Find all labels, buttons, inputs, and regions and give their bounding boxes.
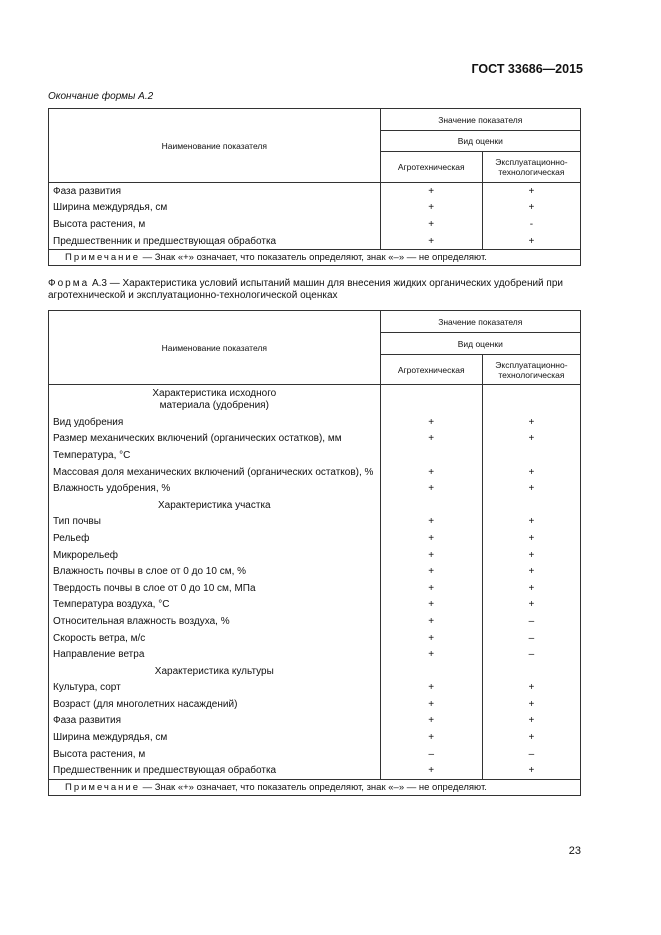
table-row	[49, 729, 581, 746]
section-title: Характеристика участка	[49, 497, 381, 514]
table-row	[49, 514, 581, 531]
table1-caption: Окончание формы А.2	[48, 91, 154, 102]
caption-text: А.3 — Характеристика условий испытаний машин для внесения жидких органических удобрений при агротехнической и эксплуатационно-технологической оценках	[48, 278, 563, 301]
row-name: Влажность удобрения, %	[49, 480, 381, 497]
table2	[48, 310, 581, 796]
col-header-group: Значение показателя	[380, 109, 580, 131]
section-title: Характеристика культуры	[49, 663, 381, 680]
table1	[48, 108, 581, 266]
row-expl: +	[482, 233, 580, 250]
document-id: ГОСТ 33686—2015	[471, 62, 583, 76]
row-expl: +	[482, 597, 580, 614]
row-expl: +	[482, 547, 580, 564]
row-expl: -	[482, 216, 580, 233]
row-name: Культура, сорт	[49, 680, 381, 697]
table-row	[49, 713, 581, 730]
row-name: Возраст (для многолетних насаждений)	[49, 696, 381, 713]
row-agro: +	[380, 762, 482, 779]
row-name: Относительная влажность воздуха, %	[49, 613, 381, 630]
table-row	[49, 613, 581, 630]
row-agro: +	[380, 630, 482, 647]
col-header-expl: Эксплуатационно-технологическая	[482, 152, 580, 183]
table-note	[49, 780, 581, 796]
table-row	[49, 597, 581, 614]
col-header-agro: Агротехническая	[380, 355, 482, 385]
table-row	[49, 563, 581, 580]
table-row	[49, 530, 581, 547]
row-name: Высота растения, м	[49, 216, 381, 233]
row-agro: +	[380, 200, 482, 217]
row-name: Ширина междурядья, см	[49, 200, 381, 217]
table-row	[49, 447, 581, 464]
row-expl: –	[482, 646, 580, 663]
table-row	[49, 480, 581, 497]
row-name: Вид удобрения	[49, 414, 381, 431]
table-row	[49, 746, 581, 763]
section-header	[49, 663, 581, 680]
table-row	[49, 547, 581, 564]
row-expl: +	[482, 680, 580, 697]
row-name: Микрорельеф	[49, 547, 381, 564]
section-header	[49, 385, 581, 415]
row-agro	[380, 447, 482, 464]
row-expl: –	[482, 613, 580, 630]
row-expl: +	[482, 530, 580, 547]
row-expl: +	[482, 563, 580, 580]
row-agro: +	[380, 464, 482, 481]
row-agro: +	[380, 216, 482, 233]
row-name: Фаза развития	[49, 713, 381, 730]
row-agro: +	[380, 183, 482, 200]
row-name: Высота растения, м	[49, 746, 381, 763]
note-text: — Знак «+» означает, что показатель определяют, знак «–» — не определяют.	[140, 252, 487, 264]
row-agro: +	[380, 431, 482, 448]
table-row	[49, 762, 581, 779]
row-expl: +	[482, 696, 580, 713]
row-name: Влажность почвы в слое от 0 до 10 см, %	[49, 563, 381, 580]
table-row	[49, 200, 581, 217]
row-name: Размер механических включений (органических остатков), мм	[49, 431, 381, 448]
table-row	[49, 646, 581, 663]
row-expl: +	[482, 713, 580, 730]
page-number: 23	[568, 845, 581, 857]
section-header	[49, 497, 581, 514]
row-name: Фаза развития	[49, 183, 381, 200]
row-agro: +	[380, 680, 482, 697]
row-agro: +	[380, 563, 482, 580]
row-expl: +	[482, 580, 580, 597]
table-row	[49, 464, 581, 481]
row-agro: +	[380, 480, 482, 497]
row-name: Температура, °С	[49, 447, 381, 464]
table-row	[49, 431, 581, 448]
col-header-name: Наименование показателя	[49, 109, 381, 183]
note-label: Примечание	[65, 252, 140, 264]
row-name: Тип почвы	[49, 514, 381, 531]
row-agro: +	[380, 414, 482, 431]
row-agro: +	[380, 646, 482, 663]
table-row	[49, 233, 581, 250]
row-expl: +	[482, 762, 580, 779]
row-name: Скорость ветра, м/с	[49, 630, 381, 647]
row-agro: +	[380, 613, 482, 630]
row-agro: +	[380, 597, 482, 614]
row-agro: +	[380, 729, 482, 746]
row-agro: –	[380, 746, 482, 763]
table-row	[49, 630, 581, 647]
col-header-expl: Эксплуатационно-технологическая	[482, 355, 580, 385]
row-expl: +	[482, 514, 580, 531]
table-row	[49, 580, 581, 597]
row-expl: +	[482, 183, 580, 200]
table-row	[49, 414, 581, 431]
row-agro: +	[380, 547, 482, 564]
col-header-name: Наименование показателя	[49, 311, 381, 385]
row-expl: +	[482, 464, 580, 481]
row-name: Твердость почвы в слое от 0 до 10 см, МПа	[49, 580, 381, 597]
table-note	[49, 250, 581, 266]
col-header-agro: Агротехническая	[380, 152, 482, 183]
row-expl: +	[482, 414, 580, 431]
row-name: Рельеф	[49, 530, 381, 547]
col-header-subgroup: Вид оценки	[380, 131, 580, 152]
caption-label: Форма	[48, 278, 90, 289]
col-header-group: Значение показателя	[380, 311, 580, 333]
row-expl: +	[482, 480, 580, 497]
section-title: Характеристика исходного материала (удобрения)	[49, 385, 381, 415]
table-row	[49, 696, 581, 713]
table-row	[49, 216, 581, 233]
row-agro: +	[380, 514, 482, 531]
row-name: Предшественник и предшествующая обработка	[49, 762, 381, 779]
row-expl: +	[482, 729, 580, 746]
row-expl: –	[482, 746, 580, 763]
row-agro: +	[380, 530, 482, 547]
note-text: — Знак «+» означает, что показатель определяют, знак «–» — не определяют.	[140, 782, 487, 794]
row-agro: +	[380, 580, 482, 597]
col-header-subgroup: Вид оценки	[380, 333, 580, 355]
row-agro: +	[380, 696, 482, 713]
row-expl: +	[482, 200, 580, 217]
row-agro: +	[380, 713, 482, 730]
table-row	[49, 680, 581, 697]
row-expl: +	[482, 431, 580, 448]
row-agro: +	[380, 233, 482, 250]
row-name: Температура воздуха, °С	[49, 597, 381, 614]
row-name: Ширина междурядья, см	[49, 729, 381, 746]
table2-caption	[48, 278, 588, 302]
note-label: Примечание	[65, 782, 140, 794]
row-name: Предшественник и предшествующая обработка	[49, 233, 381, 250]
table-row	[49, 183, 581, 200]
row-expl	[482, 447, 580, 464]
row-name: Направление ветра	[49, 646, 381, 663]
row-expl: –	[482, 630, 580, 647]
row-name: Массовая доля механических включений (органических остатков), %	[49, 464, 381, 481]
